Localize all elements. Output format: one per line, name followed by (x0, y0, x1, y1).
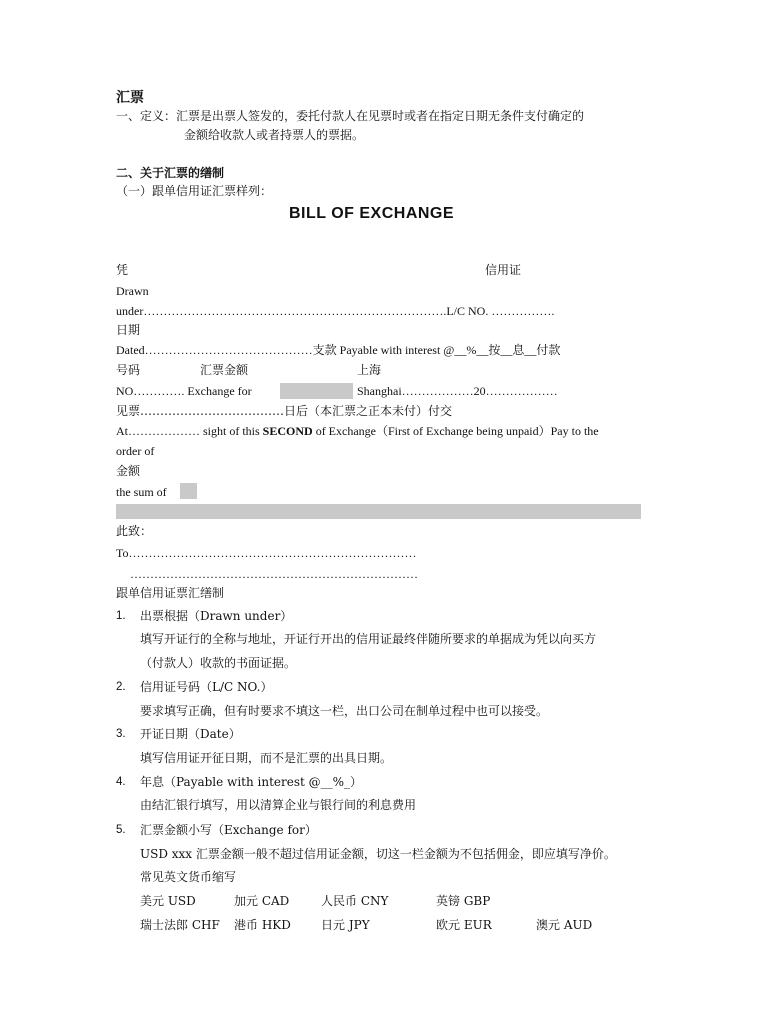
currency-cny: 人民币 CNY (321, 894, 389, 908)
definition-line-1: 一、定义：汇票是出票人签发的，委托付款人在见票时或者在指定日期无条件支付确定的 (116, 109, 585, 123)
at-prefix: At……………… sight of this (116, 424, 263, 438)
second-label: SECOND (262, 424, 313, 438)
at-sight-line (116, 423, 599, 439)
to-line: To……………………………………………………………… (116, 546, 417, 560)
section-2-heading: 二、关于汇票的缮制 (116, 166, 225, 180)
section-2-subheading: （一）跟单信用证汇票样列： (116, 184, 273, 198)
item-5-title: 汇票金额小写（Exchange for） (140, 823, 317, 837)
sum-of-label: the sum of (116, 485, 167, 499)
item-5-number: 5. (116, 824, 126, 836)
label-xinyongzheng: 信用证 (485, 263, 522, 277)
currency-aud: 澳元 AUD (536, 918, 593, 932)
item-2-title: 信用证号码（L/C NO.） (140, 680, 273, 694)
label-haoma: 号码 (116, 363, 141, 377)
currency-cad: 加元 CAD (234, 894, 290, 908)
item-2-body-1: 要求填写正确，但有时要求不填这一栏，出口公司在制单过程中也可以接受。 (140, 704, 549, 718)
redacted-sum (180, 483, 197, 499)
item-1-title: 出票根据（Drawn under） (140, 609, 293, 623)
item-1-body-1: 填写开证行的全称与地址，开证行开出的信用证最终伴随所要求的单据成为凭以向买方 (140, 632, 597, 646)
instructions-heading: 跟单信用证票汇缮制 (116, 586, 225, 600)
shanghai-date-line: Shanghai………………20……………… (357, 384, 558, 398)
item-3-number: 3. (116, 728, 126, 740)
currency-chf: 瑞士法郎 CHF (140, 918, 220, 932)
label-huipiao-jine: 汇票金额 (200, 363, 249, 377)
label-shanghai: 上海 (357, 363, 382, 377)
document-heading: 汇票 (116, 90, 144, 106)
label-riqi: 日期 (116, 323, 141, 337)
order-of-line: order of (116, 444, 155, 458)
currency-gbp: 英镑 GBP (436, 894, 491, 908)
bill-title: BILL OF EXCHANGE (289, 205, 455, 222)
item-3-body-1: 填写信用证开征日期，而不是汇票的出具日期。 (140, 751, 393, 765)
currency-usd: 美元 USD (140, 894, 196, 908)
item-4-number: 4. (116, 776, 126, 788)
definition-line-2: 金额给收款人或者持票人的票据。 (184, 128, 365, 142)
item-4-title: 年息（Payable with interest @__%_） (140, 775, 363, 789)
redacted-amount (280, 383, 353, 399)
item-3-title: 开证日期（Date） (140, 727, 241, 741)
item-1-number: 1. (116, 610, 126, 622)
currency-eur: 欧元 EUR (436, 918, 492, 932)
no-exchange-line: NO…………. Exchange for (116, 384, 252, 398)
currency-jpy: 日元 JPY (321, 918, 370, 932)
item-1-body-2: （付款人）收款的书面证据。 (140, 656, 297, 670)
drawn-under-line: under………………………………………………………………….L/C NO. ……………. (116, 304, 555, 318)
item-4-body-1: 由结汇银行填写，用以清算企业与银行间的利息费用 (140, 798, 417, 812)
label-jine: 金额 (116, 464, 141, 478)
currency-hkd: 港币 HKD (234, 918, 291, 932)
dated-line: Dated……………………………………支款 Payable with interest @__%__按__息__付款 (116, 343, 561, 357)
label-cizhi: 此致： (116, 524, 153, 538)
item-2-number: 2. (116, 681, 126, 693)
label-drawn: Drawn (116, 284, 149, 298)
to-line-2: ……………………………………………………………… (130, 567, 418, 581)
item-5-body-1: USD xxx 汇票金额一般不超过信用证金额，切这一栏金额为不包括佣金，即应填写净价。 (140, 847, 616, 861)
at-suffix: of Exchange（First of Exchange being unpaid）Pay to the (312, 424, 599, 438)
label-ping: 凭 (116, 263, 129, 277)
currency-heading: 常见英文货币缩写 (140, 870, 237, 884)
jianpiao-line: 见票………………………………日后（本汇票之正本未付）付交 (116, 404, 453, 418)
redacted-sum-words (116, 504, 641, 519)
